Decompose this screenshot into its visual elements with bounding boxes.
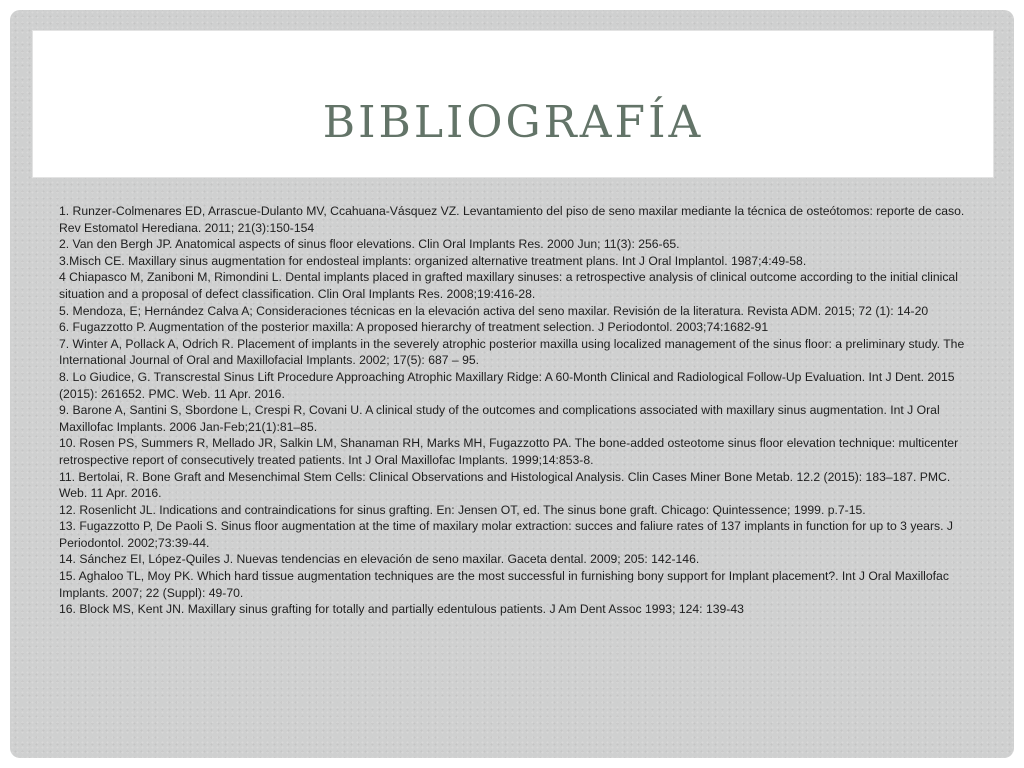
reference-item: 16. Block MS, Kent JN. Maxillary sinus grafting for totally and partially edentulous patients. J Am Dent Assoc 1993; 124: 139-43: [59, 602, 744, 617]
reference-item: 15. Aghaloo TL, Moy PK. Which hard tissue augmentation techniques are the most successful in furnishing bony support for Implant placement?. Int J Oral Maxillofac Implants. 2007; 22 (Suppl): 49-70.: [59, 569, 949, 600]
title-box: [32, 30, 994, 178]
reference-item: 4 Chiapasco M, Zaniboni M, Rimondini L. Dental implants placed in grafted maxillary sinuses: a retrospective analysis of clinical outcome according to the initial clinical situation and a proposal of defect classification. Clin Oral Implants Res. 2008;19:416-28.: [59, 270, 958, 301]
slide: [10, 10, 1014, 758]
reference-item: 5. Mendoza, E; Hernández Calva A; Consideraciones técnicas en la elevación activa del seno maxilar. Revisión de la literatura. Revista ADM. 2015; 72 (1): 14-20: [59, 303, 929, 318]
reference-item: 1. Runzer-Colmenares ED, Arrascue-Dulanto MV, Ccahuana-Vásquez VZ. Levantamiento del piso de seno maxilar mediante la técnica de osteótomos: reporte de caso. Rev Estomatol Herediana. 2011; 21(3):150-154: [59, 204, 965, 235]
reference-item: 8. Lo Giudice, G. Transcrestal Sinus Lift Procedure Approaching Atrophic Maxillary Ridge: A 60-Month Clinical and Radiological Follow-Up Evaluation. Int J Dent. 2015 (2015): 261652. PMC. Web. 11 Apr. 2016.: [59, 369, 955, 401]
reference-list: [59, 203, 969, 618]
reference-item: 12. Rosenlicht JL. Indications and contraindications for sinus grafting. En: Jensen OT, ed. The sinus bone graft. Chicago: Quintessence; 1999. p.7-15.: [59, 502, 866, 517]
reference-item: 13. Fugazzotto P, De Paoli S. Sinus floor augmentation at the time of maxilary molar extraction: succes and faliure rates of 137 implants in function for up to 3 years. J Periodontol. 2002;73:39-44.: [59, 519, 953, 550]
reference-item: 14. Sánchez EI, López-Quiles J. Nuevas tendencias en elevación de seno maxilar. Gaceta dental. 2009; 205: 142-146.: [59, 552, 700, 567]
reference-item: 7. Winter A, Pollack A, Odrich R. Placement of implants in the severely atrophic posterior maxilla using localized management of the sinus floor: a preliminary study. The International Journal of Oral and Maxillofacial Implants. 2002; 17(5): 687 – 95.: [59, 336, 965, 368]
slide-title: BIBLIOGRAFÍA: [322, 97, 704, 148]
reference-item: 3.Misch CE. Maxillary sinus augmentation for endosteal implants: organized alternative treatment plans. Int J Oral Implantol. 1987;4:49-58.: [59, 253, 807, 268]
reference-item: 10. Rosen PS, Summers R, Mellado JR, Salkin LM, Shanaman RH, Marks MH, Fugazzotto PA. The bone-added osteotome sinus floor elevation technique: multicenter retrospective report of consecutively treated patients. Int J Oral Maxillofac Implants. 1999;14:853-8.: [59, 436, 959, 467]
reference-item: 9. Barone A, Santini S, Sbordone L, Crespi R, Covani U. A clinical study of the outcomes and complications associated with maxillary sinus augmentation. Int J Oral Maxillofac Implants. 2006 Jan-Feb;21(1):81–85.: [59, 403, 940, 434]
reference-item: 6. Fugazzotto P. Augmentation of the posterior maxilla: A proposed hierarchy of treatment selection. J Periodontol. 2003;74:1682-91: [59, 320, 769, 335]
reference-item: 11. Bertolai, R. Bone Graft and Mesenchimal Stem Cells: Clinical Observations and Histological Analysis. Clin Cases Miner Bone Metab. 12.2 (2015): 183–187. PMC. Web. 11 Apr. 2016.: [59, 469, 951, 501]
reference-item: 2. Van den Bergh JP. Anatomical aspects of sinus floor elevations. Clin Oral Implants Res. 2000 Jun; 11(3): 256-65.: [59, 237, 680, 252]
